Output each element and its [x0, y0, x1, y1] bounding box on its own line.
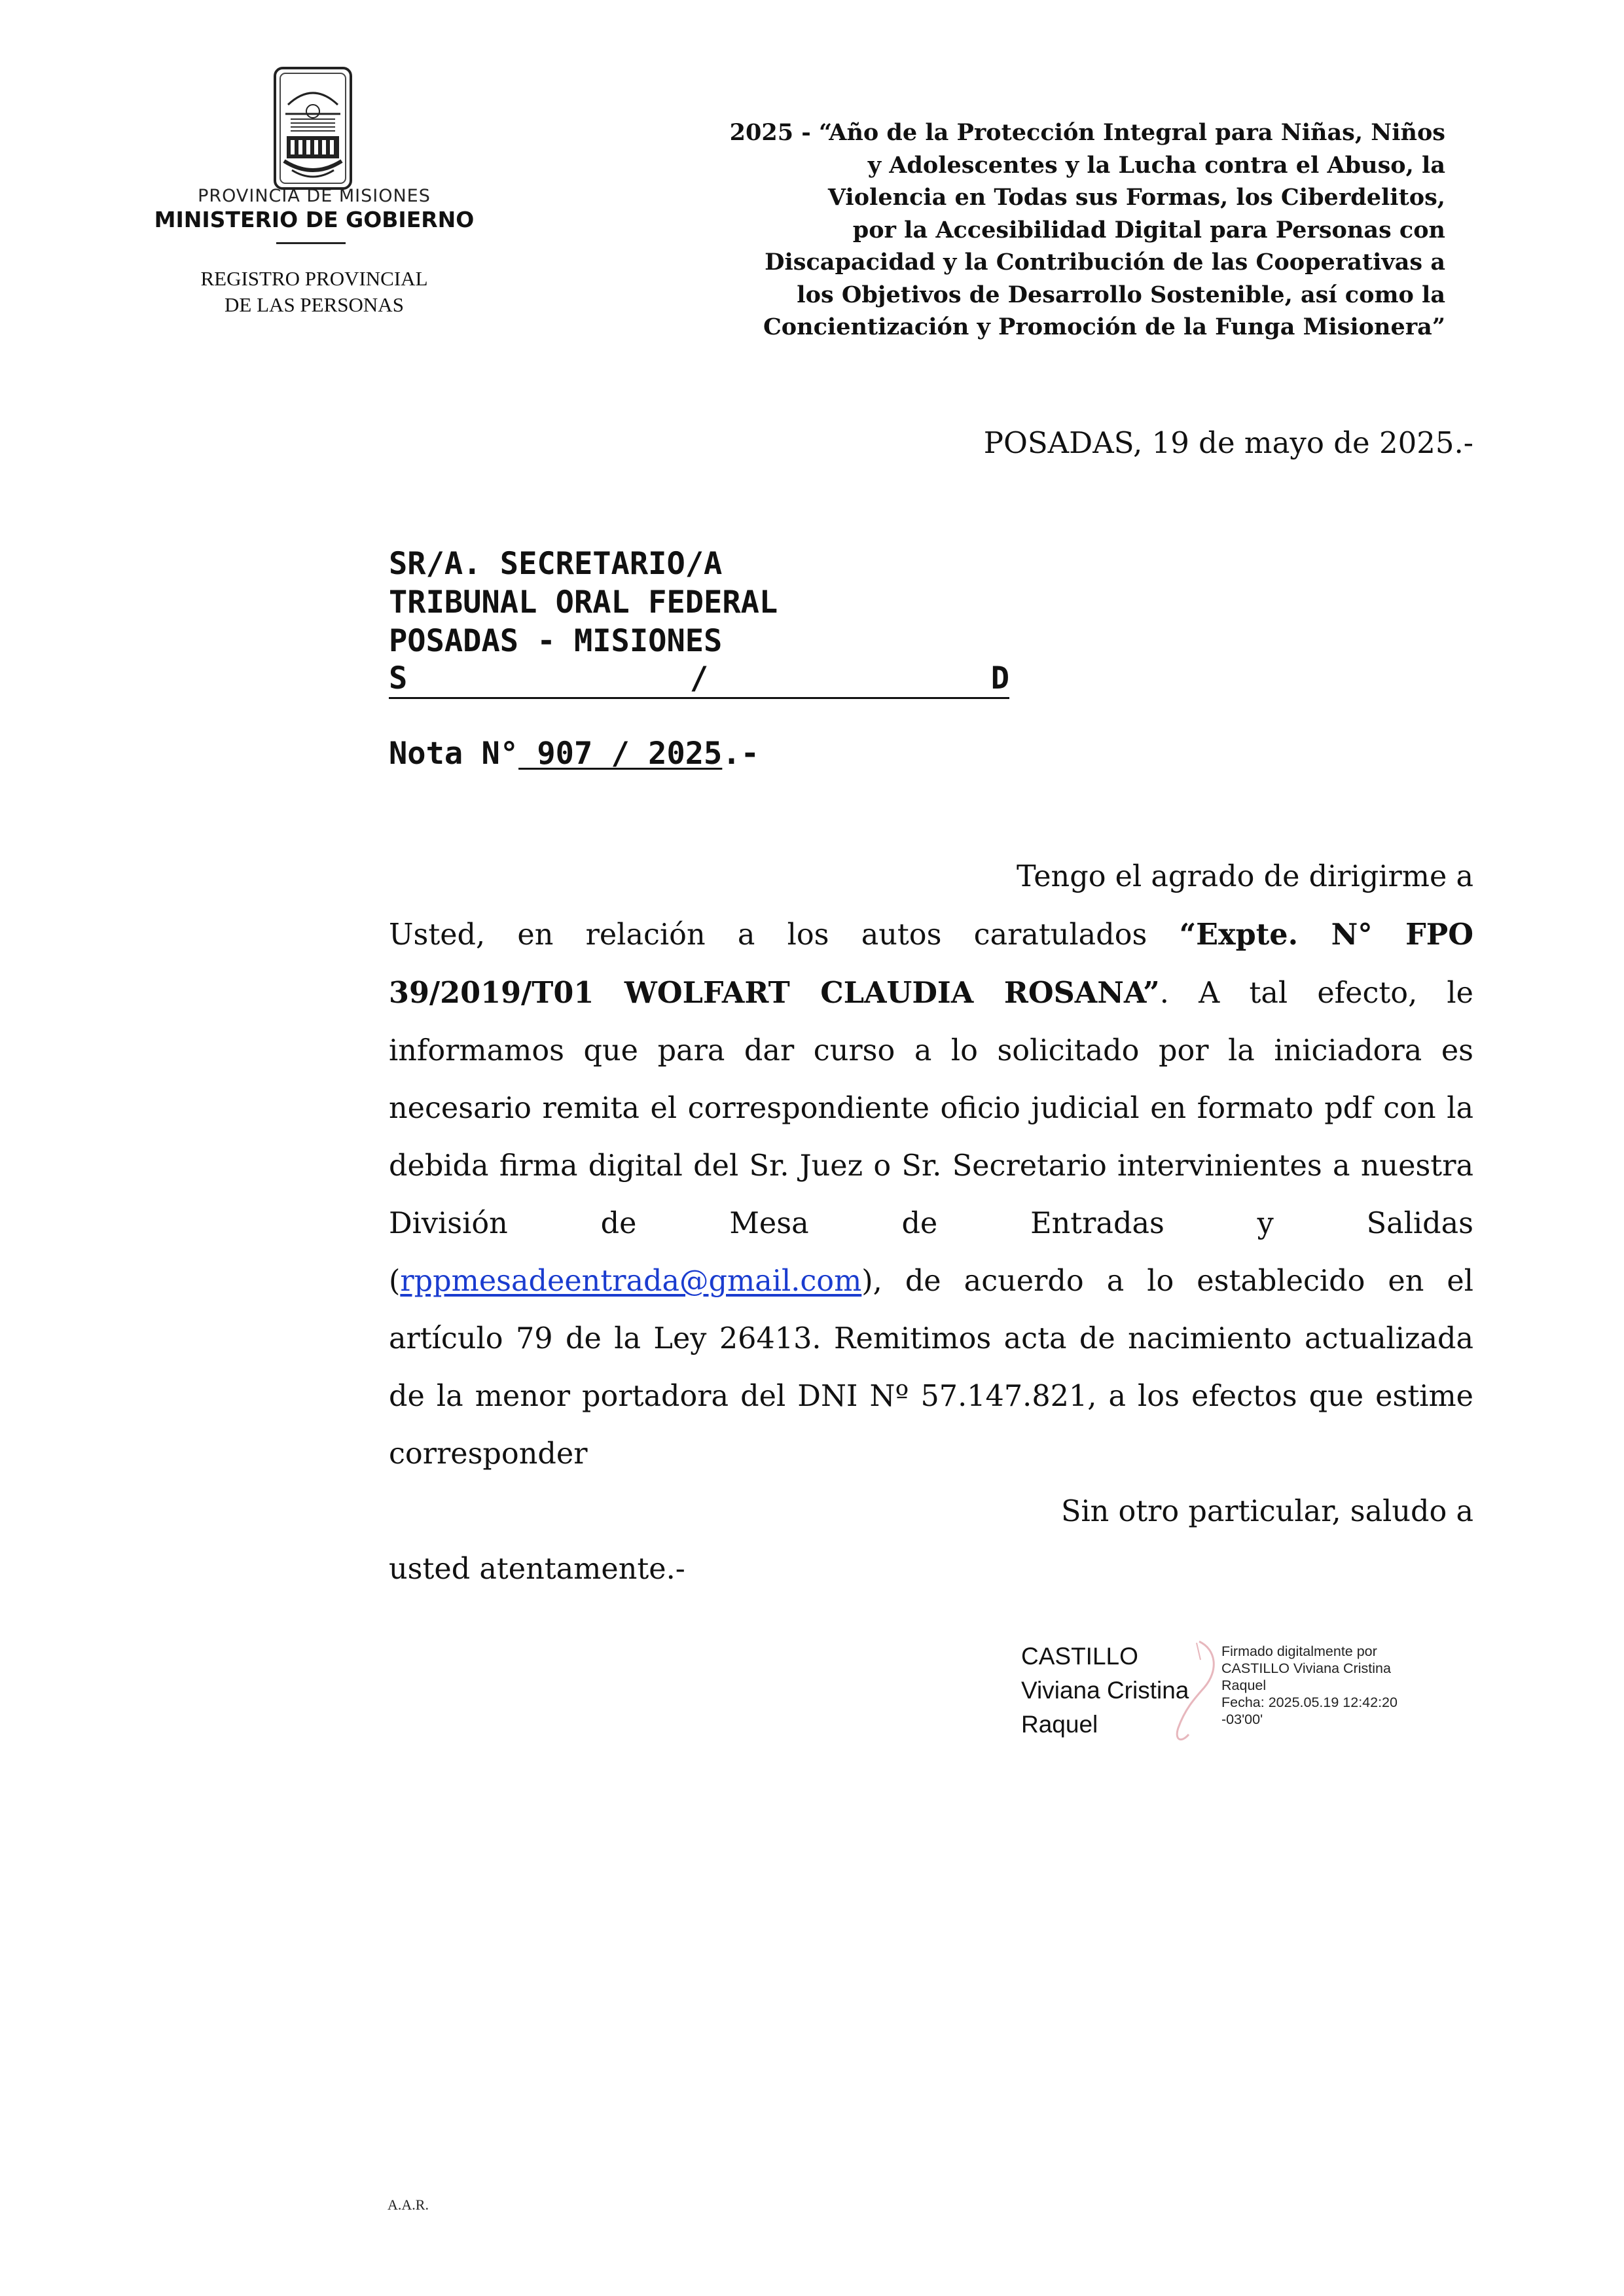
note-number-value: 907 / 2025: [518, 736, 723, 772]
signature-info-line: CASTILLO Viviana Cristina: [1221, 1660, 1391, 1676]
main-paragraph: [389, 906, 1473, 1483]
typist-initials: A.A.R.: [388, 2197, 429, 2213]
addressee-block: [389, 545, 1017, 699]
motto-line: por la Accesibilidad Digital para Personas con: [852, 216, 1445, 243]
signature-info-line: Raquel: [1221, 1677, 1267, 1693]
note-prefix: Nota N°: [389, 736, 519, 772]
greeting-line: Tengo el agrado de dirigirme a: [1017, 860, 1473, 893]
closing-line: usted atentamente.-: [389, 1552, 685, 1586]
su-despacho-line: [389, 660, 1009, 699]
signer-name-line: Raquel: [1021, 1711, 1098, 1738]
provincial-emblem-icon: [254, 63, 372, 194]
motto-line: y Adolescentes y la Lucha contra el Abuso, la: [867, 151, 1445, 179]
note-suffix: .-: [722, 736, 759, 772]
paragraph-text: Usted, en relación a los autos caratulados: [389, 918, 1180, 952]
closing-line: Sin otro particular, saludo a: [1060, 1495, 1473, 1528]
signer-name-line: Viviana Cristina: [1021, 1677, 1189, 1704]
sd-middle: /: [689, 660, 709, 696]
addressee-line: POSADAS - MISIONES: [389, 623, 723, 659]
motto-line: 2025 - “Año de la Protección Integral para Niñas, Niños: [729, 119, 1445, 146]
ministry-province-label: PROVINCIA DE MISIONES: [198, 186, 431, 206]
paragraph-text: ), de acuerdo a lo establecido en el artículo 79 de la Ley 26413. Remitimos acta de nacimiento actualizada de la menor portadora del DNI Nº 57.147.821, a los efectos que estime corresponder: [389, 1265, 1473, 1471]
note-number: [389, 736, 759, 772]
signature-info-line: -03'00': [1221, 1712, 1263, 1727]
signature-info-line: Fecha: 2025.05.19 12:42:20: [1221, 1695, 1398, 1710]
addressee-line: SR/A. SECRETARIO/A: [389, 546, 723, 582]
addressee-line: TRIBUNAL ORAL FEDERAL: [389, 584, 778, 620]
registry-label-line2: DE LAS PERSONAS: [225, 293, 404, 316]
registry-label-line1: REGISTRO PROVINCIAL: [200, 267, 428, 290]
motto-line: Discapacidad y la Contribución de las Cooperativas a: [765, 249, 1445, 276]
paragraph-text: . A tal efecto, le informamos que para dar curso a lo solicitado por la iniciadora es necesario remita el correspondiente oficio judicial en formato pdf con la debida firma digital del Sr. Juez o Sr. Secretario intervinientes a nuestra División de Mesa de Entradas y Salidas (: [389, 977, 1473, 1298]
motto-line: Concientización y Promoción de la Funga Misionera”: [763, 314, 1445, 340]
sd-right: D: [990, 660, 1009, 696]
header-divider: [276, 242, 346, 244]
letter-body: [389, 848, 1473, 1598]
signer-name-line: CASTILLO: [1021, 1643, 1138, 1670]
motto-line: los Objetivos de Desarrollo Sostenible, así como la: [797, 281, 1445, 308]
ministry-name-label: MINISTERIO DE GOBIERNO: [154, 207, 475, 232]
motto-line: Violencia en Todas sus Formas, los Ciberdelitos,: [827, 184, 1445, 211]
year-motto: [641, 117, 1445, 344]
signature-mark-icon: [1159, 1636, 1231, 1748]
signature-info-line: Firmado digitalmente por: [1221, 1643, 1377, 1659]
document-date: POSADAS, 19 de mayo de 2025.-: [983, 425, 1473, 460]
email-link[interactable]: rppmesadeentrada@gmail.com: [400, 1265, 862, 1298]
sd-left: S: [389, 660, 408, 696]
case-reference: “Expte. N° FPO 39/2019/T01 WOLFART CLAUDIA ROSANA”: [389, 918, 1474, 1010]
digital-signature-info: [1221, 1643, 1470, 1728]
